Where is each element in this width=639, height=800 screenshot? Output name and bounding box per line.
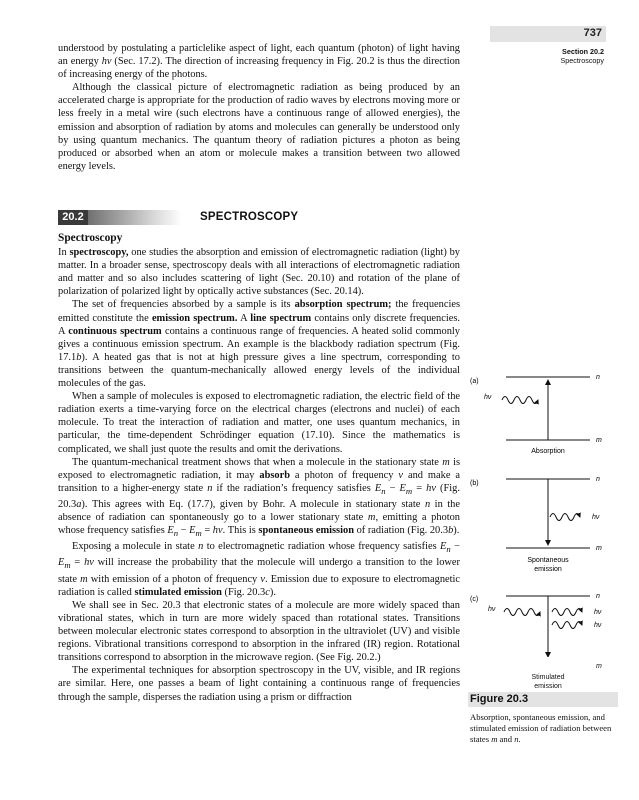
panel-c-outgoing-photon-wave-1 [552,609,582,616]
panel-c-tag: (c) [470,596,479,603]
page-number-bar [490,26,606,42]
panel-b-lower-label: m [596,545,602,552]
subheading: Spectroscopy [58,232,123,244]
panel-c-outgoing-photon-wave-2 [552,622,582,629]
panel-a-photon-wave [502,397,538,404]
panel-b-photon-wave [550,514,580,521]
figure-title: Figure 20.3 [470,693,529,705]
figure-caption: Absorption, spontaneous emission, and stimulated emission of radiation between states m and n. [470,712,612,744]
body-paragraph-7: The experimental techniques for absorption spectroscopy in the UV, visible, and IR regions are similar. Here, one passes a beam of light containing a continuous range of frequencies through the sample, disperses the radiation using a prism or diffraction [58,665,460,703]
panel-b-caption-2: emission [534,566,562,573]
panel-c-photon-out-label-1: hν [594,609,602,616]
body-text [58,232,460,704]
panel-b-spontaneous [470,476,602,573]
running-head [490,47,604,65]
panel-c-stimulated [470,593,602,657]
panel-c-upper-label: n [596,593,600,600]
section-gradient-bar [88,210,182,225]
body-paragraph-6: We shall see in Sec. 20.3 that electronic states of a molecule are more widely spaced than vibrational states, which in turn are more widely spaced than rotational states. Transitions between molecular electronic states correspond to absorption in the ultraviolet (UV) and visible regions. Vibrational transitions correspond to absorption in the infrared (IR) region. Rotational transitions correspond to absorption in the microwave region. (See Fig. 20.2.) [58,599,460,664]
panel-c-lower-label: m [596,663,602,670]
body-paragraph-4: The quantum-mechanical treatment shows that when a molecule in the stationary state m is exposed to electromagnetic radiation, it may absorb a photon of frequency ν and make a transition to a higher-energy state n if the radiation’s frequency satisfies $E_n - E_m = h\nu$ (Fig. 20.3a). This agrees with Eq. (17.7), given by Bohr. A molecule in stationary state n in the absence of radiation can spontaneously go to a lower stationary state m, emitting a photon whose frequency satisfies $E_n - E_m = h\nu$. This is spontaneous emission of radiation (Fig. 20.3b). [58,456,461,539]
section-topic: Spectroscopy [560,56,604,65]
intro-text [58,42,460,173]
panel-c-caption-1: Stimulated [531,674,565,681]
panel-b-tag: (b) [470,480,479,487]
section-heading [58,210,460,225]
panel-c-photon-in-label: hν [488,606,496,613]
body-paragraph-5: Exposing a molecule in state n to electromagnetic radiation whose frequency satisfies $E_n - E_m = h\nu$ will increase the probability that the molecule will undergo a transition to the lower state m with emission of a photon of frequency ν. Emission due to exposure to electromagnetic radiation is called stimulated emission (Fig. 20.3c). [58,541,461,598]
panel-c-photon-out-label-2: hν [594,622,602,629]
panel-b-photon-label: hν [592,514,600,521]
panel-b-caption-1: Spontaneous [527,557,569,564]
section-title: SPECTROSCOPY [200,211,299,223]
panel-c-caption-2: emission [534,683,562,690]
section-number: 20.2 [58,210,88,225]
body-paragraph-1: In spectroscopy, one studies the absorption and emission of electromagnetic radiation (light) by matter. In a broader sense, spectroscopy deals with all interactions of electromagnetic radiation and matter and so also includes scattering of light (Sec. 20.10) and rotation of the plane of polarization of polarized light by optically active substances (Sec. 20.14). [58,247,460,298]
panel-a-caption: Absorption [531,448,565,455]
body-paragraph-3: When a sample of molecules is exposed to electromagnetic radiation, the electric field of the radiation exerts a time-varying force on the electrical charges (electrons and nuclei) of each molecule. To treat the interaction of radiation and matter, one uses quantum mechanics, in particular, the time-dependent Schrödinger equation (17.10). Since the mathematics is complicated, we shall just quote the results and omit the derivations. [58,391,460,455]
section-label: Section 20.2 [562,47,604,56]
panel-c-caption [518,673,578,691]
panel-a-photon-label: hν [484,394,492,401]
intro-paragraph-1: understood by postulating a particlelike aspect of light, each quantum (photon) of light having an energy hν (Sec. 17.2). The direction of increasing frequency in Fig. 20.2 is thus the direction of increasing energy of the photons. [58,43,460,81]
panel-a-absorption [470,374,602,455]
intro-paragraph-2: Although the classical picture of electromagnetic radiation as being produced by an accelerated charge is appropriate for the production of radio waves by electrons moving more or less freely in a metal wire (such electrons have a continuous range of allowed energies), the emission and absorption of radiation by atoms and molecules can generally be understood only by using quantum mechanics. The quantum theory of radiation pictures a photon as being produced or absorbed when an atom or molecule makes a transition between two allowed energy levels. [58,82,460,172]
panel-a-tag: (a) [470,378,479,385]
panel-a-lower-label: m [596,437,602,444]
figure-title-bar [468,692,618,707]
body-paragraph-2: The set of frequencies absorbed by a sample is its absorption spectrum; the frequencies emitted constitute the emission spectrum. A line spectrum contains only discrete frequencies. A continuous spectrum contains a continuous range of frequencies. A heated solid commonly gives a continuous emission spectrum. An example is the blackbody radiation spectrum (Fig. 17.1b). A heated gas that is not at high pressure gives a line spectrum, corresponding to transitions between the quantum-mechanically allowed energy levels of the individual molecules of the gas. [58,299,460,390]
page-number: 737 [583,27,602,39]
figure-20-3-diagram [468,367,618,657]
panel-b-upper-label: n [596,476,600,483]
panel-a-upper-label: n [596,374,600,381]
panel-c-incoming-photon-wave [504,609,540,616]
